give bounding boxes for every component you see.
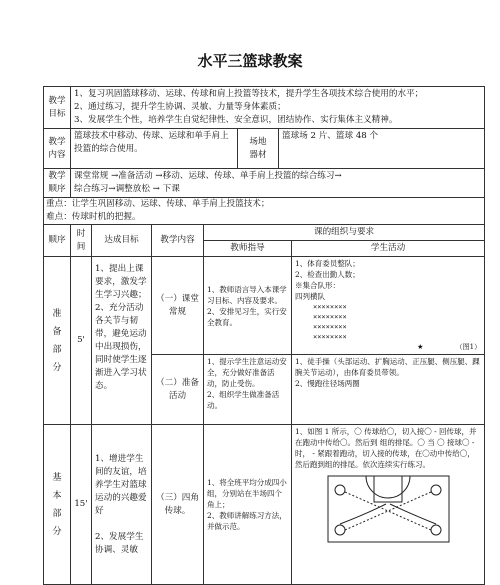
- header-student: 学生活动: [292, 241, 485, 257]
- prep-time: 5': [71, 257, 92, 425]
- header-goal: 达成目标: [92, 225, 152, 257]
- prep-row-1: [44, 257, 485, 355]
- venue-label: 场地 器材: [238, 129, 279, 169]
- objectives-text: 1、复习巩固篮球移动、运球、传球和肩上投篮等技术，提升学生各项技术综合使用的水平； 2、通过练习，提升学生协调、灵敏、力量等身体素质； 3、发展学生个性，培养学生自觉纪律性、安全意识，团结协作、实行集体主义精神。: [71, 87, 485, 129]
- header-row-1: [44, 225, 485, 241]
- content-row: [44, 129, 485, 169]
- sequence-row: [44, 169, 485, 198]
- four-corner-passing-diagram: [326, 474, 451, 544]
- basic-section-label: 基 本 部 分: [44, 425, 71, 585]
- header-content: 教学内容: [152, 225, 204, 257]
- prep-teacher-2: 1、提示学生注意运动安全，充分做好准备活动，防止受伤。 2、组织学生做准备活动。: [204, 355, 292, 425]
- page-title: 水平三篮球教案: [197, 52, 303, 70]
- prep-teacher-1: 1、教师语言导入本课学习目标、内容及要求。 2、安排见习生，实行安全教育。: [204, 257, 292, 355]
- figure-1-caption: （图1）: [455, 343, 482, 351]
- basic-teacher: 1、将全班平均分成四小组，分别站在半场四个角上； 2、教师讲解练习方法，并做示范。: [204, 425, 292, 585]
- basic-row: [44, 425, 485, 585]
- key-points-row: [44, 198, 485, 225]
- header-organization: 课的组织与要求: [204, 225, 485, 241]
- venue-text: 篮球场 2 片、篮球 48 个: [279, 129, 485, 169]
- prep-goal: 1、提出上课要求，激发学生学习兴趣； 2、充分活动各关节与韧带，避免运动中出现损伤，同时使学生逐渐进入学习状态。: [92, 257, 152, 425]
- prep-student-2: 1、徒手操（头部运动、扩胸运动、正压腿、侧压腿、踝腕关节运动），由体育委员带领。 2、慢跑往径场两圈: [292, 355, 485, 425]
- header-order: 顺序: [44, 225, 71, 257]
- basic-content: （三）四角传球。: [152, 425, 204, 585]
- difficult-point-text: 难点：传球时机的把握。: [46, 212, 141, 222]
- prep-content-1: （一）课堂常规: [152, 257, 204, 355]
- objectives-row: [44, 87, 485, 129]
- lesson-plan-table: [43, 86, 485, 585]
- basic-time: 15': [71, 425, 92, 585]
- prep-content-2: （二）准备活动: [152, 355, 204, 425]
- teacher-star-icon: ★: [417, 343, 424, 351]
- content-label: 教学 内容: [44, 129, 71, 169]
- content-text: 篮球技术中移动、传球、运球和单手肩上投篮的综合使用。: [71, 129, 238, 169]
- header-time: 时 间: [71, 225, 92, 257]
- prep-section-label: 准 备 部 分: [44, 257, 71, 425]
- basic-goal: 1、增进学生间的友谊，培养学生对篮球运动的兴趣爱好 2、发展学生协调、灵敏: [92, 425, 152, 585]
- key-point-text: 重点：让学生巩固移动、运球、传球、单手肩上投篮技术；: [46, 199, 270, 209]
- header-teacher: 教师指导: [204, 241, 292, 257]
- objectives-label: 教学 目标: [44, 87, 71, 129]
- sequence-text: 课堂常规 →准备活动 →移动、运球、传球、单手肩上投篮的综合练习→ 综合练习→调整放松 → 下课: [71, 169, 485, 198]
- prep-student-1: 1、体育委员整队； 2、检查出勤人数； ※集合队形： 四列横队: [295, 259, 360, 301]
- basic-student: 1、如图 1 所示，〇 传球给〇，切入接〇 - 回传球，并在跑动中传给〇。然后到 组的排尾。〇 当 〇 接球〇 -时， - 紧跟着跑动，切入接的传球，在〇动中传给〇，然后跑到组的排尾。依次连续实行练习。: [295, 427, 477, 469]
- formation-diagram: ×××××××× ×××××××× ×××××××× ××××××××: [313, 303, 347, 341]
- sequence-label: 教学 顺序: [44, 169, 71, 198]
